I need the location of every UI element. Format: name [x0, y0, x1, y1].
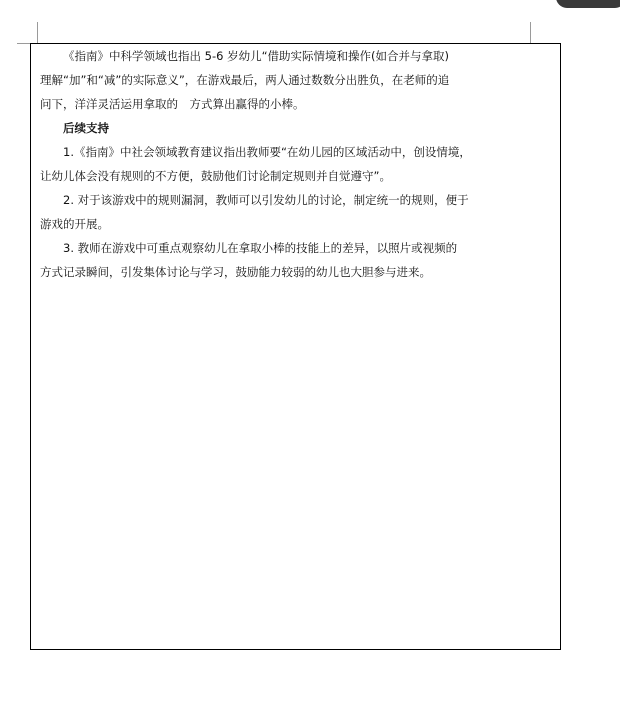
paragraph-support-3 — [40, 236, 552, 284]
paragraph-support-2 — [40, 188, 552, 236]
section-heading-text: 后续支持 — [63, 121, 109, 135]
paragraph-line: 3. 教师在游戏中可重点观察幼儿在拿取小棒的技能上的差异，以照片或视频的 — [63, 241, 458, 255]
window-corner-control[interactable] — [556, 0, 620, 8]
section-heading — [40, 116, 552, 140]
paragraph-line: 1.《指南》中社会领域教育建议指出教师要“在幼儿园的区域活动中，创设情境， — [63, 145, 471, 159]
paragraph-line: 《指南》中科学领域也指出 5-6 岁幼儿“借助实际情境和操作(如合并与拿取) — [63, 49, 450, 63]
paragraph-line: 方式记录瞬间，引发集体讨论与学习，鼓励能力较弱的幼儿也大胆参与进来。 — [40, 265, 431, 279]
paragraph-line: 2. 对于该游戏中的规则漏洞，教师可以引发幼儿的讨论，制定统一的规则，便于 — [63, 193, 469, 207]
paragraph-line: 让幼儿体会没有规则的不方便，鼓励他们讨论制定规则并自觉遵守”。 — [40, 169, 391, 183]
crop-mark-top-right-vertical — [530, 22, 531, 44]
paragraph-line: 游戏的开展。 — [40, 217, 109, 231]
paragraph-line: 问下，洋洋灵活运用拿取的 方式算出赢得的小棒。 — [40, 97, 305, 111]
document-body[interactable] — [40, 44, 552, 284]
paragraph-line: 理解“加”和“减”的实际意义”，在游戏最后，两人通过数数分出胜负，在老师的追 — [40, 73, 450, 87]
paragraph-guideline-science — [40, 44, 552, 116]
paragraph-support-1 — [40, 140, 552, 188]
crop-mark-top-left-vertical — [37, 22, 38, 44]
